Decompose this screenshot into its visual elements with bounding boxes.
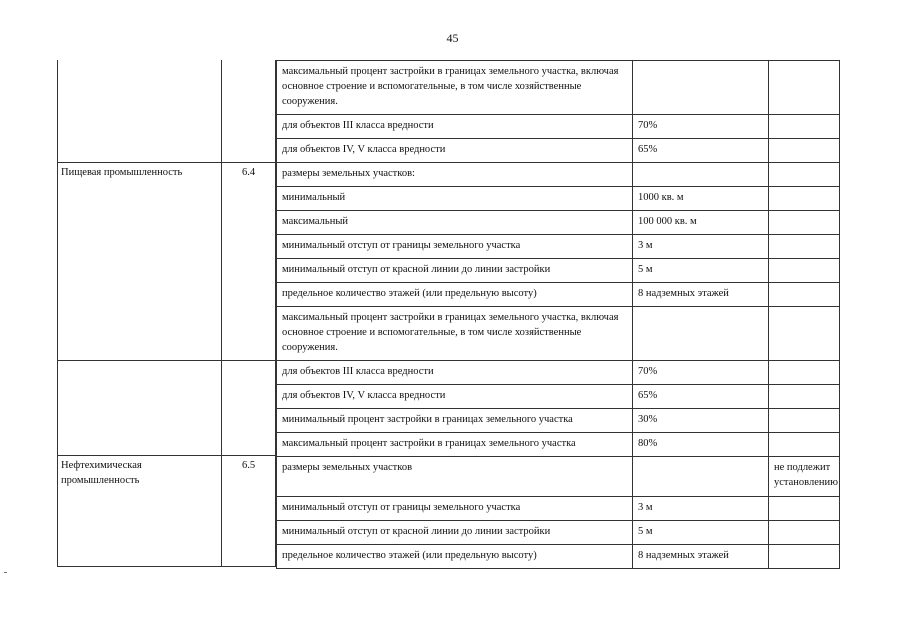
- value-cell: 8 надземных этажей: [633, 283, 769, 307]
- value-cell: [633, 457, 769, 497]
- value-cell: 65%: [633, 385, 769, 409]
- table-row: [277, 307, 840, 361]
- parameter-cell: максимальный процент застройки в границах земельного участка, включая основное строение и вспомогательные, в том числе хозяйственные сооружения.: [277, 61, 633, 115]
- group-bottom-border: [57, 566, 275, 567]
- parameter-cell: для объектов III класса вредности: [277, 361, 633, 385]
- group-divider: [57, 455, 275, 456]
- note-cell: [769, 211, 840, 235]
- table-row: [277, 163, 840, 187]
- parameter-cell: минимальный процент застройки в границах земельного участка: [277, 409, 633, 433]
- table-row: [277, 211, 840, 235]
- note-cell: [769, 115, 840, 139]
- parameter-cell: минимальный отступ от границы земельного участка: [277, 497, 633, 521]
- table-row: [277, 61, 840, 115]
- value-cell: 3 м: [633, 235, 769, 259]
- value-cell: 3 м: [633, 497, 769, 521]
- parameter-cell: минимальный отступ от границы земельного участка: [277, 235, 633, 259]
- value-cell: [633, 61, 769, 115]
- parameter-cell: предельное количество этажей (или предельную высоту): [277, 283, 633, 307]
- note-cell: [769, 409, 840, 433]
- value-cell: 65%: [633, 139, 769, 163]
- note-cell: [769, 163, 840, 187]
- value-cell: [633, 163, 769, 187]
- table-row: [277, 361, 840, 385]
- note-cell: [769, 361, 840, 385]
- table-row: [277, 259, 840, 283]
- value-cell: 70%: [633, 115, 769, 139]
- parameter-cell: размеры земельных участков:: [277, 163, 633, 187]
- parameter-cell: минимальный: [277, 187, 633, 211]
- left-border: [57, 60, 58, 567]
- note-cell: [769, 433, 840, 457]
- table-row: [277, 457, 840, 497]
- note-cell: [769, 545, 840, 569]
- parameter-cell: минимальный отступ от красной линии до линии застройки: [277, 521, 633, 545]
- value-cell: 5 м: [633, 521, 769, 545]
- group-code: 6.4: [242, 167, 256, 178]
- note-cell: [769, 187, 840, 211]
- note-cell: [769, 139, 840, 163]
- group-divider: [57, 162, 275, 163]
- page-number: 45: [446, 31, 459, 45]
- parameter-cell: для объектов III класса вредности: [277, 115, 633, 139]
- group-name: Пищевая промышленность: [61, 167, 183, 178]
- table-row: [277, 115, 840, 139]
- value-cell: 1000 кв. м: [633, 187, 769, 211]
- group-columns: [57, 60, 275, 567]
- table-row: [277, 283, 840, 307]
- table-row: [277, 497, 840, 521]
- value-cell: [633, 307, 769, 361]
- note-cell: не подлежит установлению: [769, 457, 840, 497]
- value-cell: 80%: [633, 433, 769, 457]
- table-row: [277, 433, 840, 457]
- note-cell: [769, 283, 840, 307]
- table-row: [277, 235, 840, 259]
- margin-mark: [4, 572, 7, 573]
- value-cell: 5 м: [633, 259, 769, 283]
- value-cell: 8 надземных этажей: [633, 545, 769, 569]
- group-divider: [57, 360, 275, 361]
- parameters-table: [276, 60, 840, 569]
- parameter-cell: максимальный процент застройки в границах земельного участка, включая основное строение и вспомогательные, в том числе хозяйственные сооружения.: [277, 307, 633, 361]
- parameter-cell: максимальный процент застройки в границах земельного участка: [277, 433, 633, 457]
- table-row: [277, 521, 840, 545]
- table-row: [277, 187, 840, 211]
- parameter-cell: предельное количество этажей (или предельную высоту): [277, 545, 633, 569]
- note-cell: [769, 61, 840, 115]
- parameter-cell: размеры земельных участков: [277, 457, 633, 497]
- note-cell: [769, 385, 840, 409]
- note-cell: [769, 521, 840, 545]
- note-cell: [769, 307, 840, 361]
- note-cell: [769, 235, 840, 259]
- parameter-cell: максимальный: [277, 211, 633, 235]
- group-code: 6.5: [242, 460, 256, 471]
- note-cell: [769, 259, 840, 283]
- value-cell: 100 000 кв. м: [633, 211, 769, 235]
- parameter-cell: для объектов IV, V класса вредности: [277, 139, 633, 163]
- table-row: [277, 139, 840, 163]
- code-column-border: [221, 60, 222, 567]
- table-row: [277, 409, 840, 433]
- parameter-cell: минимальный отступ от красной линии до линии застройки: [277, 259, 633, 283]
- note-cell: [769, 497, 840, 521]
- table-row: [277, 545, 840, 569]
- value-cell: 30%: [633, 409, 769, 433]
- parameter-cell: для объектов IV, V класса вредности: [277, 385, 633, 409]
- value-cell: 70%: [633, 361, 769, 385]
- table-row: [277, 385, 840, 409]
- group-name: Нефтехимическая промышленность: [61, 460, 142, 486]
